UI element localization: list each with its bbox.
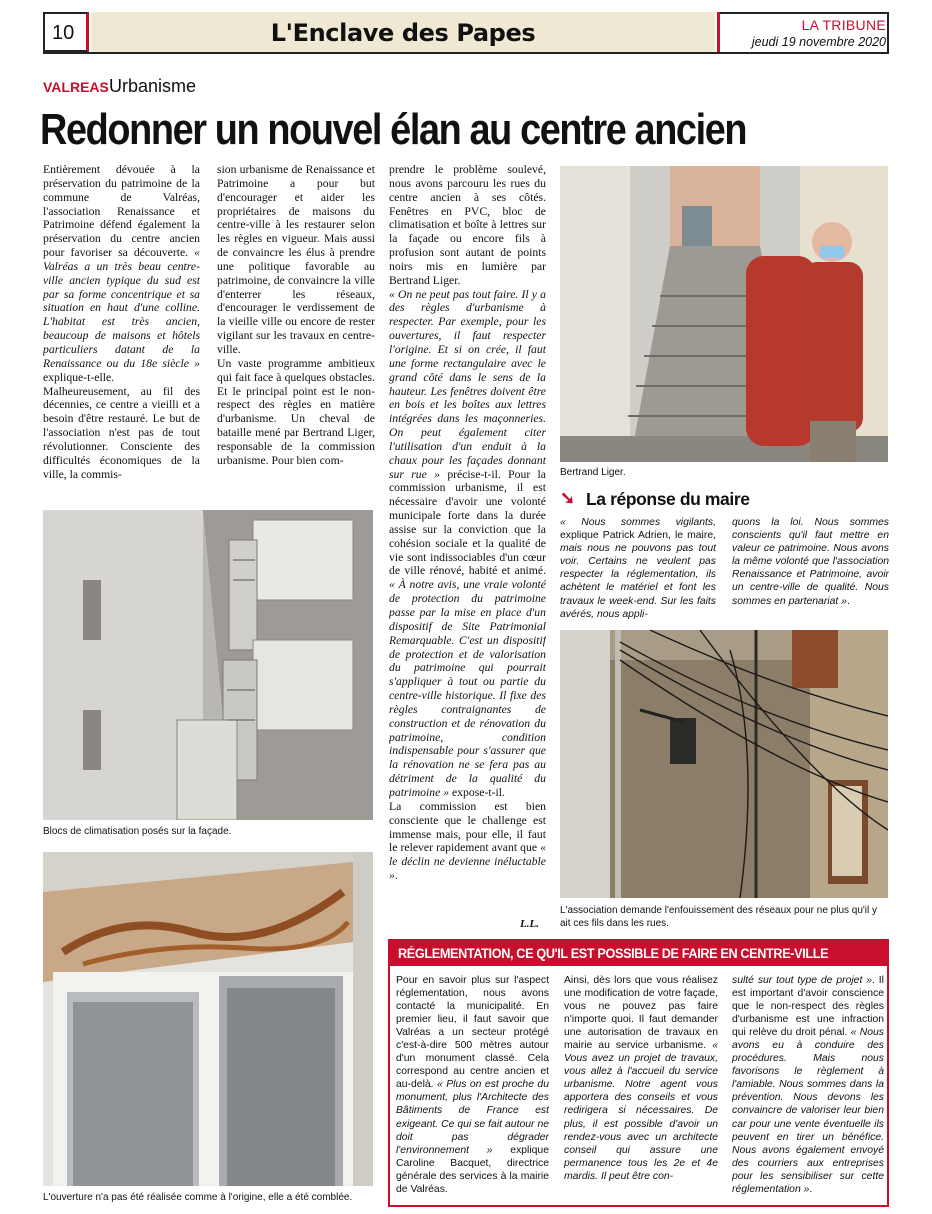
window-caption: L'ouverture n'a pas été réalisée comme à l'origine, elle a été comblée. <box>43 1192 353 1203</box>
article-signature: L.L. <box>520 918 539 930</box>
body-text: . Il est important d'avoir conscience que le non-respect des règles d'urbanisme est une infraction qui relève du droit pénal. <box>732 975 884 1039</box>
quote-text: « Valréas a un très beau centre-ville ancien typique du sud est par sa forme concentrique et sa situation en haut d'une colline. L'habitat est très ancien, beaucoup de maisons et hôtels particuliers datant de la Renaissance ou du 18e siècle » <box>43 246 200 370</box>
quote-text: « On ne peut pas tout faire. Il y a des règles d'urbanisme à respecter. Par exemple, pour les ouvertures, il faut respecter l'origine. Et si on crée, il faut une forme rectangulaire avec le grand côté dans le sens de la hauteur. Les fenêtres doivent être en bois et les boîtes aux lettres intégrées dans les maçonneries. On peut également citer l'utilisation d'un enduit à la chaux pour les façades donnant sur rue » <box>389 287 546 481</box>
article-column-2 <box>217 163 375 503</box>
body-text: Pour en savoir plus sur l'aspect réglementation, nous avons contacté la municipalité. En premier lieu, il faut savoir que Valréas a un secteur protégé c'est-à-dire 500 mètres autour d'un monument classé. Cela correspond au centre ancien et au-delà. <box>396 975 549 1091</box>
mayor-column-1 <box>560 516 716 620</box>
paragraph <box>389 800 546 883</box>
regulation-column-3 <box>732 974 884 1200</box>
paragraph <box>732 974 884 1196</box>
paragraph <box>217 357 375 468</box>
body-text: . <box>394 869 398 883</box>
header-bottom-line <box>43 52 889 54</box>
paper-name: LA TRIBUNE <box>801 17 886 33</box>
paragraph <box>564 974 718 1183</box>
wires-photo <box>560 630 888 898</box>
page-number: 10 <box>52 22 75 44</box>
headline: Redonner un nouvel élan au centre ancien <box>40 105 747 154</box>
body-text: explique Caroline Bacquet, directrice générale des services à la mairie de Valréas. <box>396 1144 549 1195</box>
quote-text: « Vous avez un projet de travaux, vous allez à l'accueil du service urbanisme. Notre agent vous apportera des conseils et vous redirigera si nécessaires. De plus, il est possible d'avoir un rendez-vous avec un architecte conseil qui assure une permanence tous les 2e et 4e mardis. Il peut être con- <box>564 1040 718 1182</box>
body-text: explique Patrick Adrien, le maire, <box>560 530 716 542</box>
body-text: Malheureusement, au fil des décennies, ce centre a vieilli et a besoin d'être restauré. Le but de l'association n'est pas de tout révolutionner. Consciente des difficultés économiques de la ville, la commis- <box>43 384 200 481</box>
regulation-box-title: RÉGLEMENTATION, CE QU'IL EST POSSIBLE DE FAIRE EN CENTRE-VILLE <box>398 946 829 961</box>
paragraph <box>389 163 546 288</box>
paragraph <box>732 516 889 608</box>
paragraph <box>560 516 716 620</box>
portrait-caption: Bertrand Liger. <box>560 467 626 478</box>
paragraph <box>43 385 200 482</box>
article-column-3 <box>389 163 546 918</box>
mayor-arrow-icon: ➘ <box>560 488 576 508</box>
body-text: La commission est bien consciente que le challenge est immense mais, pour elle, il faut le relever rapidement avant que <box>389 799 546 855</box>
body-text: Entièrement dévouée à la préservation du patrimoine de la commune de Valréas, l'association Renaissance et Patrimoine défend également la préservation du centre ancien pour favoriser sa découverte. <box>43 163 200 260</box>
section-title: L'Enclave des Papes <box>270 19 536 47</box>
quote-text: « À notre avis, une vraie volonté de protection du patrimoine passe par la mise en place d'un dispositif de Site Patrimonial Remarquable. C'est un dispositif de protection et de valorisation du patrimoine qui pourrait s'appliquer à tout ou partie du centre-ville historique. Il fixe des règles contraignantes de construction et de rénovation du patrimoine, condition indispensable pour s'assurer que la rénovation ne se fera pas au détriment de la qualité du patrimoine » <box>389 578 546 799</box>
kicker-topic: Urbanisme <box>109 76 197 96</box>
body-text: expose-t-il. <box>449 785 505 799</box>
body-text: explique-t-elle. <box>43 370 115 384</box>
body-text: . <box>846 595 850 607</box>
regulation-column-1 <box>396 974 549 1200</box>
quote-text: quons la loi. Nous sommes conscients qu'il faut mettre en valeur ce patrimoine. Nous avons la même volonté que l'association Renaissance et Patrimoine, avoir un centre-ville de qualité. Nous sommes en partenariat » <box>732 517 889 607</box>
regulation-column-2 <box>564 974 718 1200</box>
quote-text: « Plus on est proche du monument, plus l'Architecte des Bâtiments de France est exigeant. Ce qui se fait autour ne doit pas dégrader l'environnement » <box>396 1079 549 1156</box>
wires-caption: L'association demande l'enfouissement des réseaux pour ne plus qu'il y ait ces fils dans les rues. <box>560 905 878 929</box>
quote-text: « Nous sommes vigilants, <box>560 517 716 528</box>
body-text: prendre le problème soulevé, nous avons parcouru les rues du centre ancien à ses côtés. Fenêtres en PVC, bloc de climatisation et boîte à lettres sur la façade ou encore fils à profusion sont autant de points noirs mis en lumière par Bertrand Liger. <box>389 163 546 287</box>
article-column-1 <box>43 163 200 503</box>
regulation-box <box>388 939 889 1207</box>
paragraph <box>396 974 549 1196</box>
quote-text: sulté sur tout type de projet » <box>732 975 873 986</box>
aircon-photo <box>43 510 373 820</box>
quote-text: mais nous ne pouvons pas tout voir. Certains ne veulent pas respecter la réglementation, ils achètent le matériel et font les travaux le week-end. Sur les faits avérés, nous appli- <box>560 543 716 620</box>
paragraph <box>389 288 546 800</box>
mayor-title: La réponse du maire <box>586 489 750 509</box>
window-photo <box>43 852 373 1186</box>
paragraph <box>217 163 375 357</box>
body-text: . <box>809 1183 813 1195</box>
page-header <box>0 0 932 60</box>
body-text: Un vaste programme ambitieux qui fait face à quelques obstacles. Et le principal point est le non-respect des règles en matière d'urbanisme. Un cheval de bataille mené par Bertrand Liger, responsable de la commission urbanisme. Pour bien com- <box>217 356 375 467</box>
quote-text: « Nous avons eu à conduire des procédures. Mais nous favorisons le règlement à l'amiable. Nous sommes dans la prévention. Nous devons les convaincre de valoriser leur bien car pour une vente éventuelle ils peuvent en tirer un bénéfice. Nous avons également envoyé des courriers aux entreprises pour les sensibiliser sur cette réglementation » <box>732 1027 884 1195</box>
mayor-column-2 <box>732 516 889 620</box>
issue-date: jeudi 19 novembre 2020 <box>751 35 886 49</box>
body-text: Ainsi, dès lors que vous réalisez une modification de votre façade, vous ne pouvez pas faire n'importe quoi. Il faut demander une autorisation de travaux en mairie au service urbanisme. <box>564 975 718 1052</box>
quote-text: « le déclin ne devienne inéluctable » <box>389 841 546 883</box>
body-text: sion urbanisme de Renaissance et Patrimoine a pour but d'encourager et aider les propriétaires de maisons du centre-ville à les restaurer selon les règles en vigueur. Mais aussi de convaincre les élus à prendre une politique favorable au patrimoine, de convaincre la ville d'enterrer les réseaux, d'encourager le verdissement de la vieille ville ou encore de rester vigilant sur les travaux en centre-ville. <box>217 163 375 356</box>
body-text: précise-t-il. Pour la commission urbanisme, il est nécessaire d'avoir une volonté municipale forte dans la durée assise sur la conviction que la cohésion sociale et la qualité de vie sont indissociables d'un cœur de ville rénové, habité et animé. <box>389 467 546 578</box>
portrait-photo <box>560 166 888 462</box>
aircon-caption: Blocs de climatisation posés sur la façade. <box>43 826 232 837</box>
paragraph <box>43 163 200 385</box>
kicker-town: VALREAS <box>43 79 109 95</box>
